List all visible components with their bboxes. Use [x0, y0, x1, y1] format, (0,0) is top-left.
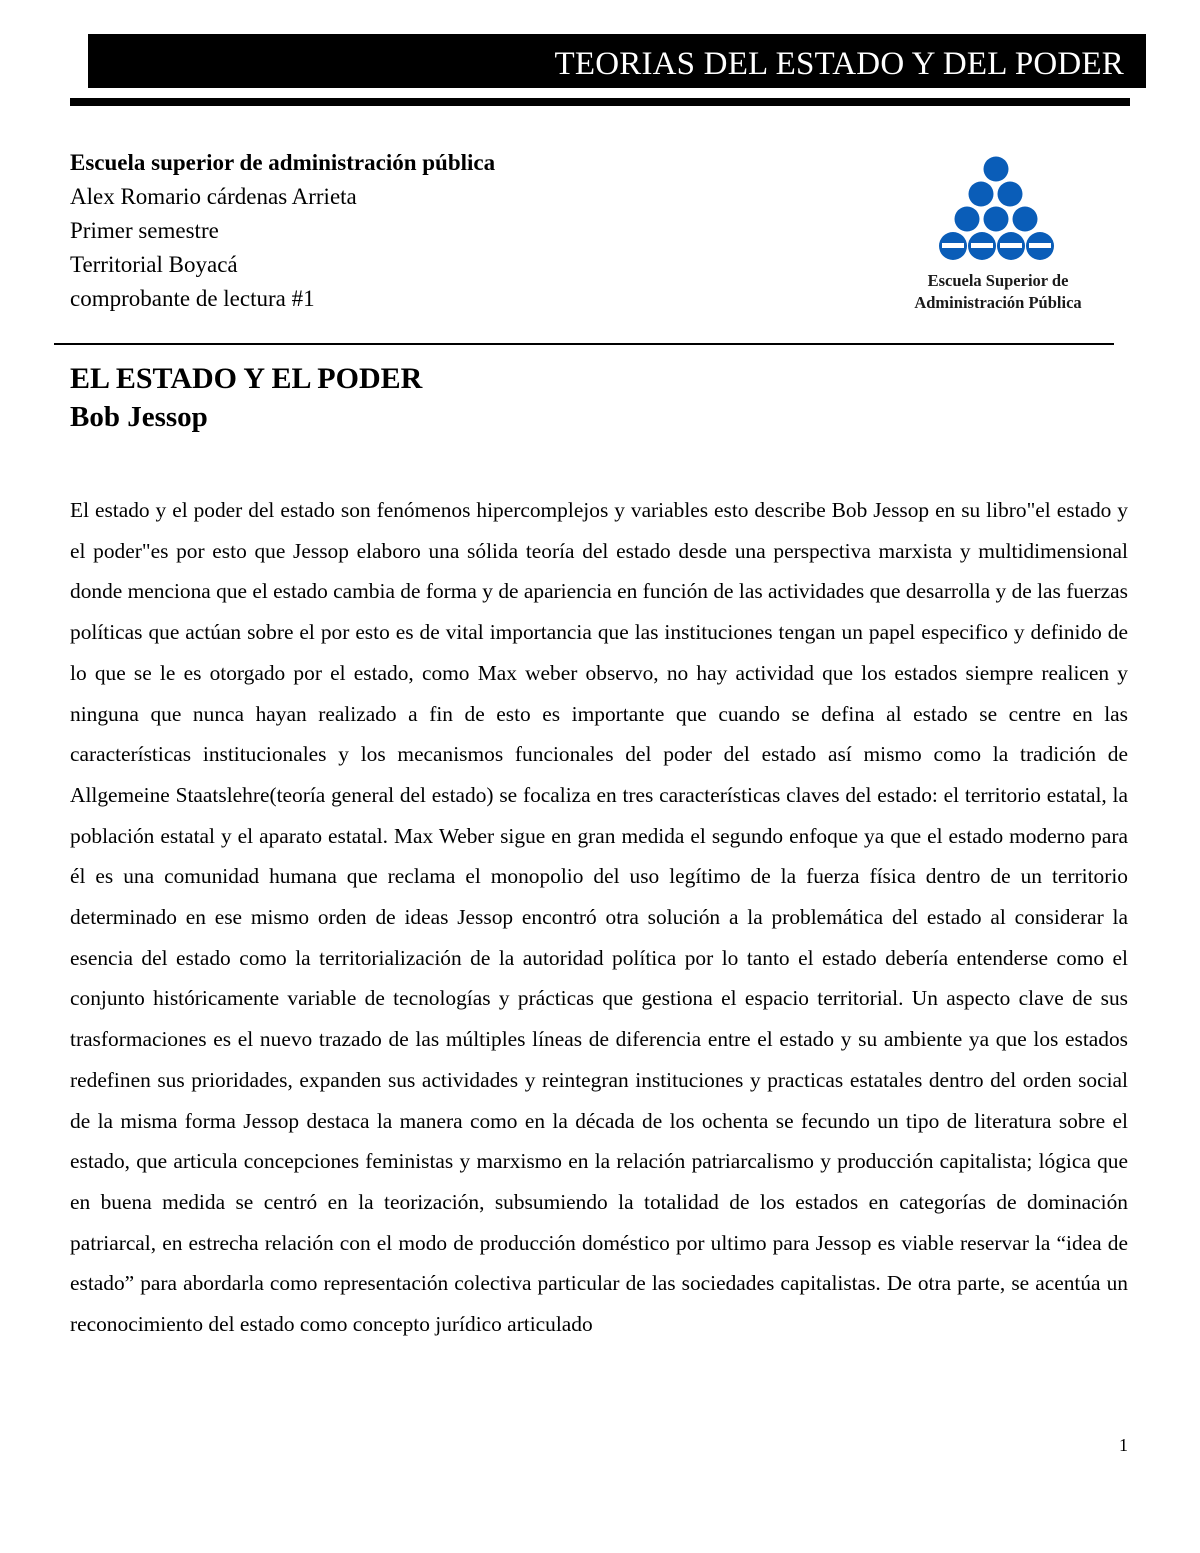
document-author: Bob Jessop [70, 401, 208, 433]
section-divider [54, 343, 1114, 345]
body-paragraph: El estado y el poder del estado son fenómenos hipercomplejos y variables esto describe Bob Jessop en su libro"el estado y el poder"es por esto que Jessop elaboro una sólida teoría del estado desde una perspectiva marxista y multidimensional donde menciona que el estado cambia de forma y de apariencia en función de las actividades que desarrolla y de las fuerzas políticas que actúan sobre el por esto es de vital importancia que las instituciones tengan un papel especifico y definido de lo que se le es otorgado por el estado, como Max weber observo, no hay actividad que los estados siempre realicen y ninguna que nunca hayan realizado a fin de esto es importante que cuando se defina al estado se centre en las características institucionales y los mecanismos funcionales del poder del estado así mismo como la tradición de Allgemeine Staatslehre(teoría general del estado) se focaliza en tres características claves del estado: el territorio estatal, la población estatal y el aparato estatal. Max Weber sigue en gran medida el segundo enfoque ya que el estado moderno para él es una comunidad humana que reclama el monopolio del uso legítimo de la fuerza física dentro de un territorio determinado en ese mismo orden de ideas Jessop encontró otra solución a la problemática del estado al considerar la esencia del estado como la territorialización de la autoridad política por lo tanto el estado debería entenderse como el conjunto históricamente variable de tecnologías y prácticas que gestiona el espacio territorial. Un aspecto clave de sus trasformaciones es el nuevo trazado de las múltiples líneas de diferencia entre el estado y su ambiente ya que los estados redefinen sus prioridades, expanden sus actividades y reintegran instituciones y practicas estatales dentro del orden social de la misma forma Jessop destaca la manera como en la década de los ochenta se fecundo un tipo de literatura sobre el estado, que articula concepciones feministas y marxismo en la relación patriarcalismo y producción capitalista; lógica que en buena medida se centró en la teorización, subsumiendo la totalidad de los estados en categorías de dominación patriarcal, en estrecha relación con el modo de producción doméstico por ultimo para Jessop es viable reservar la “idea de estado” para abordarla como representación colectiva particular de las sociedades capitalistas. De otra parte, se acentúa un reconocimiento del estado como concepto jurídico articulado [70, 498, 1128, 1337]
header-title: TEORIAS DEL ESTADO Y DEL PODER [554, 46, 1124, 82]
document-title: EL ESTADO Y EL PODER [70, 362, 423, 395]
header-rule [70, 98, 1130, 106]
semester: Primer semestre [70, 218, 219, 243]
territorial: Territorial Boyacá [70, 252, 238, 277]
header-bar [88, 34, 1146, 88]
page-number: 1 [1119, 1435, 1128, 1455]
logo-text-line2: Administración Pública [914, 293, 1082, 312]
esap-logo-icon [898, 150, 1098, 270]
school-name: Escuela superior de administración pública [70, 150, 496, 175]
esap-logo [898, 150, 1098, 320]
info-block [70, 146, 770, 316]
document-type: comprobante de lectura #1 [70, 286, 315, 311]
student-name: Alex Romario cárdenas Arrieta [70, 184, 357, 209]
logo-text-line1: Escuela Superior de [927, 271, 1069, 290]
